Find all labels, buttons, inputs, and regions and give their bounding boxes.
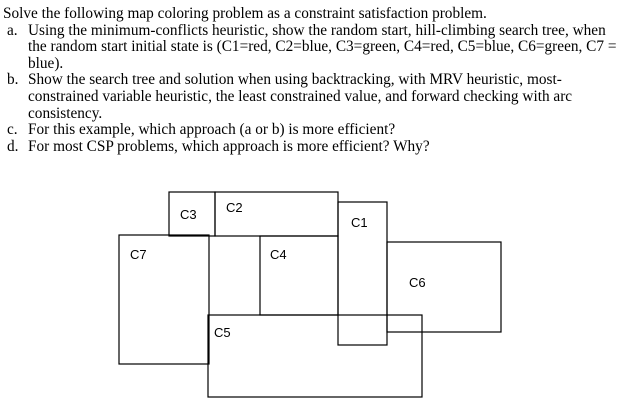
item-label: c. xyxy=(7,121,18,139)
region-label-c6: C6 xyxy=(409,275,426,290)
region-label-c5: C5 xyxy=(214,325,231,340)
item-label: a. xyxy=(7,21,18,39)
item-text: For most CSP problems, which approach is more efficient? Why? xyxy=(28,137,430,155)
region-label-c3: C3 xyxy=(180,207,197,222)
region-label-c7: C7 xyxy=(130,247,147,262)
region-label-c1: C1 xyxy=(351,215,368,230)
item-label: d. xyxy=(7,137,19,155)
region-label-c2: C2 xyxy=(226,200,243,215)
problem-intro: Solve the following map coloring problem as a constraint satisfaction problem. xyxy=(3,5,487,22)
item-text: Show the search tree and solution when using backtracking, with MRV heuristic, most-constrained variable heuristic, the least constrained value, and forward checking with arc consistency. xyxy=(28,71,573,122)
item-text: Using the minimum-conflicts heuristic, show the random start, hill-climbing search tree, when the random start initial state is (C1=red, C2=blue, C3=green, C4=red, C5=blue, C6=green, C7 = blue). xyxy=(28,21,617,72)
region-label-c4: C4 xyxy=(270,247,287,262)
region-c5 xyxy=(208,315,422,397)
item-text: For this example, which approach (a or b) is more efficient? xyxy=(28,121,396,139)
region-c6 xyxy=(387,242,501,332)
item-label: b. xyxy=(7,71,19,89)
